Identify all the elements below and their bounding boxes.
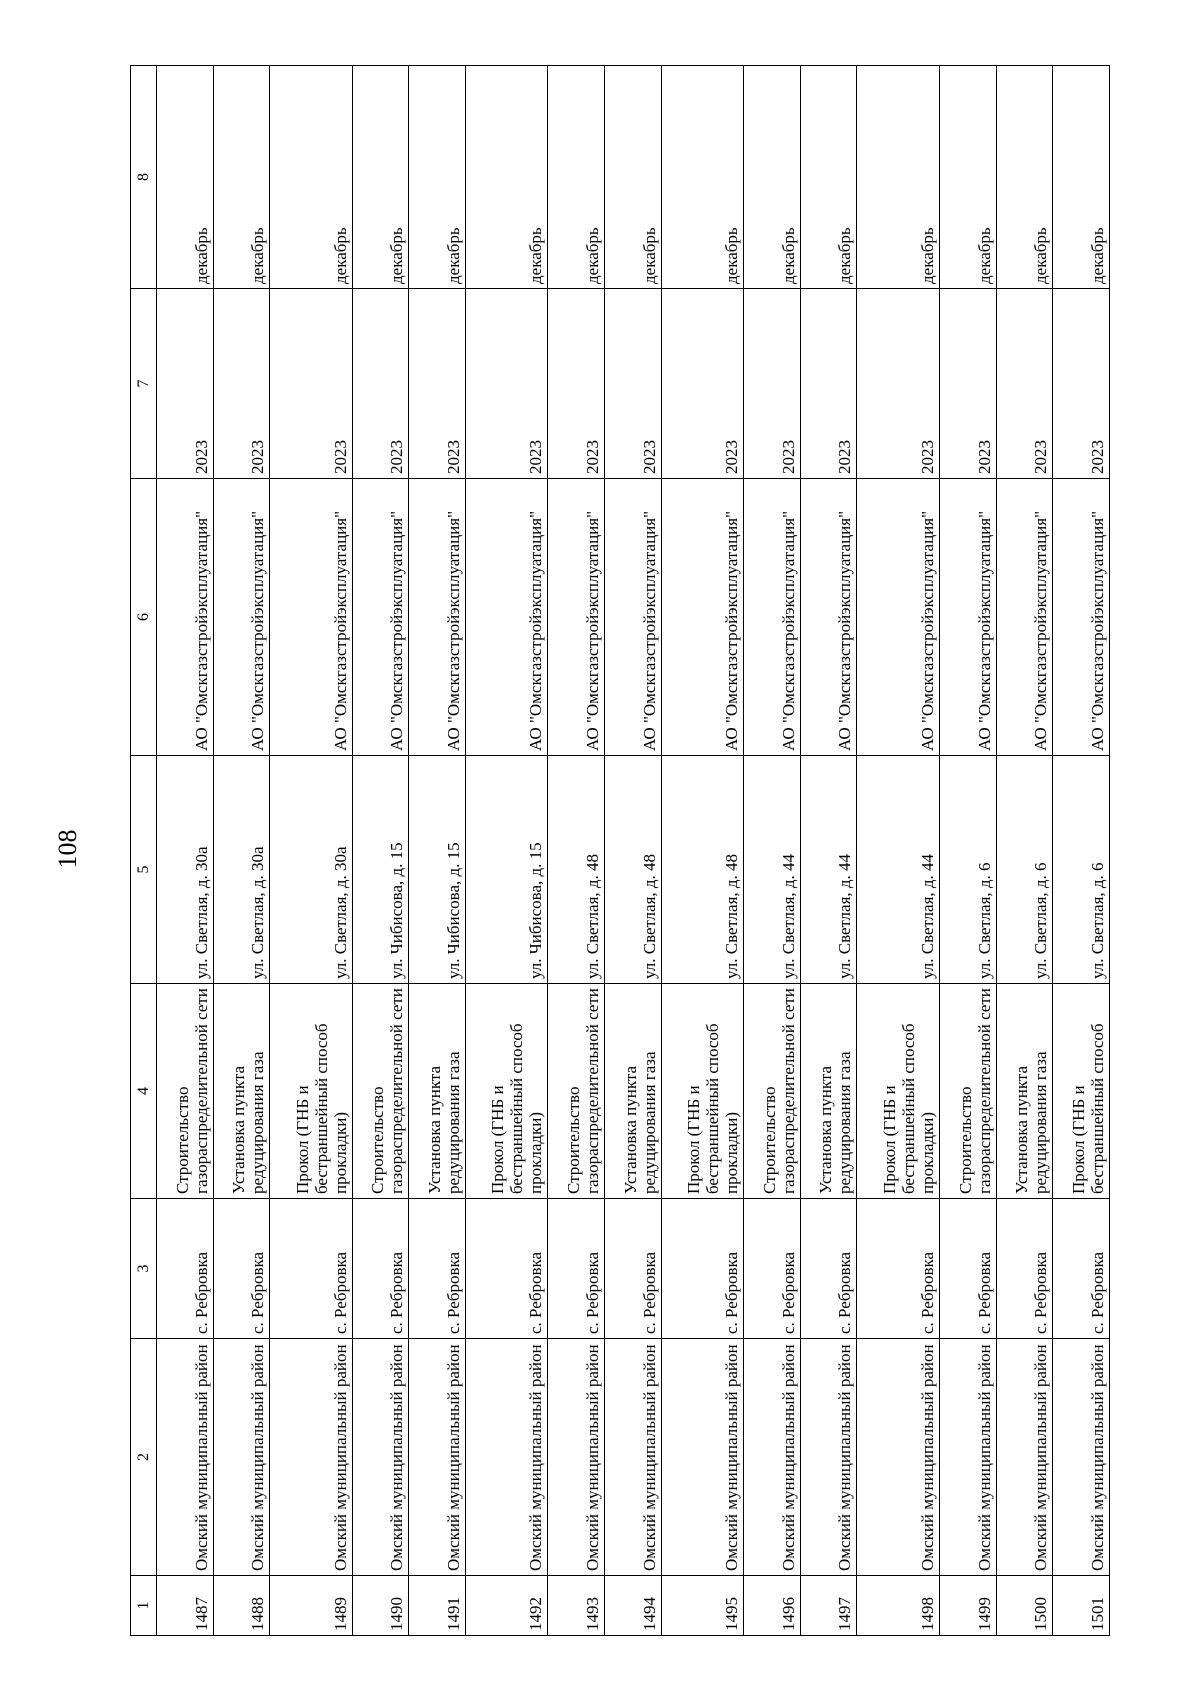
- organization-cell: АО "Омскгазстройэксплуатация": [548, 479, 605, 756]
- header-cell: 1: [131, 1576, 157, 1636]
- table-row: [1053, 66, 1110, 1636]
- month-cell: декабрь: [157, 66, 214, 289]
- district-cell: Омский муниципальный район: [605, 1339, 662, 1576]
- district-cell: Омский муниципальный район: [270, 1339, 352, 1576]
- address-cell: ул. Светлая, д. 6: [939, 756, 996, 984]
- organization-cell: АО "Омскгазстройэксплуатация": [352, 479, 409, 756]
- year-cell: 2023: [1053, 289, 1110, 479]
- address-cell: ул. Светлая, д. 30а: [213, 756, 270, 984]
- address-cell: ул. Светлая, д. 48: [661, 756, 743, 984]
- district-cell: Омский муниципальный район: [744, 1339, 801, 1576]
- header-cell: 3: [131, 1199, 157, 1339]
- month-cell: декабрь: [996, 66, 1053, 289]
- month-cell: декабрь: [605, 66, 662, 289]
- month-cell: декабрь: [661, 66, 743, 289]
- table-row: [939, 66, 996, 1636]
- district-cell: Омский муниципальный район: [996, 1339, 1053, 1576]
- district-cell: Омский муниципальный район: [661, 1339, 743, 1576]
- year-cell: 2023: [270, 289, 352, 479]
- header-cell: 4: [131, 984, 157, 1199]
- settlement-cell: с. Ребровка: [857, 1199, 939, 1339]
- settlement-cell: с. Ребровка: [409, 1199, 466, 1339]
- table-row: [157, 66, 214, 1636]
- year-cell: 2023: [857, 289, 939, 479]
- district-cell: Омский муниципальный район: [939, 1339, 996, 1576]
- table-row: [409, 66, 466, 1636]
- organization-cell: АО "Омскгазстройэксплуатация": [213, 479, 270, 756]
- work-type-cell: Строительство газораспределительной сети: [744, 984, 801, 1199]
- row-number-cell: 1493: [548, 1576, 605, 1636]
- table-body: [131, 66, 1110, 1636]
- work-type-cell: Прокол (ГНБ и бестраншейный способ прокладки): [466, 984, 548, 1199]
- month-cell: декабрь: [466, 66, 548, 289]
- table-row: [352, 66, 409, 1636]
- year-cell: 2023: [605, 289, 662, 479]
- settlement-cell: с. Ребровка: [352, 1199, 409, 1339]
- table-row: [548, 66, 605, 1636]
- table-row: [661, 66, 743, 1636]
- settlement-cell: с. Ребровка: [466, 1199, 548, 1339]
- month-cell: декабрь: [409, 66, 466, 289]
- year-cell: 2023: [213, 289, 270, 479]
- table-row: [857, 66, 939, 1636]
- table-row: [466, 66, 548, 1636]
- table-row: [744, 66, 801, 1636]
- table-row: [270, 66, 352, 1636]
- month-cell: декабрь: [857, 66, 939, 289]
- work-type-cell: Строительство газораспределительной сети: [548, 984, 605, 1199]
- month-cell: декабрь: [213, 66, 270, 289]
- year-cell: 2023: [939, 289, 996, 479]
- settlement-cell: с. Ребровка: [157, 1199, 214, 1339]
- header-cell: 7: [131, 289, 157, 479]
- district-cell: Омский муниципальный район: [157, 1339, 214, 1576]
- settlement-cell: с. Ребровка: [270, 1199, 352, 1339]
- address-cell: ул. Светлая, д. 6: [996, 756, 1053, 984]
- row-number-cell: 1499: [939, 1576, 996, 1636]
- table-row: [996, 66, 1053, 1636]
- address-cell: ул. Светлая, д. 6: [1053, 756, 1110, 984]
- organization-cell: АО "Омскгазстройэксплуатация": [466, 479, 548, 756]
- row-number-cell: 1491: [409, 1576, 466, 1636]
- row-number-cell: 1494: [605, 1576, 662, 1636]
- row-number-cell: 1500: [996, 1576, 1053, 1636]
- header-cell: 2: [131, 1339, 157, 1576]
- address-cell: ул. Светлая, д. 48: [548, 756, 605, 984]
- month-cell: декабрь: [548, 66, 605, 289]
- district-cell: Омский муниципальный район: [857, 1339, 939, 1576]
- district-cell: Омский муниципальный район: [409, 1339, 466, 1576]
- row-number-cell: 1490: [352, 1576, 409, 1636]
- row-number-cell: 1497: [800, 1576, 857, 1636]
- work-type-cell: Установка пункта редуцирования газа: [409, 984, 466, 1199]
- address-cell: ул. Светлая, д. 48: [605, 756, 662, 984]
- organization-cell: АО "Омскгазстройэксплуатация": [939, 479, 996, 756]
- table-header-row: [131, 66, 157, 1636]
- settlement-cell: с. Ребровка: [213, 1199, 270, 1339]
- row-number-cell: 1501: [1053, 1576, 1110, 1636]
- year-cell: 2023: [409, 289, 466, 479]
- settlement-cell: с. Ребровка: [744, 1199, 801, 1339]
- district-cell: Омский муниципальный район: [548, 1339, 605, 1576]
- organization-cell: АО "Омскгазстройэксплуатация": [744, 479, 801, 756]
- settlement-cell: с. Ребровка: [548, 1199, 605, 1339]
- row-number-cell: 1498: [857, 1576, 939, 1636]
- settlement-cell: с. Ребровка: [661, 1199, 743, 1339]
- year-cell: 2023: [800, 289, 857, 479]
- work-type-cell: Строительство газораспределительной сети: [939, 984, 996, 1199]
- table-row: [800, 66, 857, 1636]
- settlement-cell: с. Ребровка: [939, 1199, 996, 1339]
- address-cell: ул. Чибисова, д. 15: [466, 756, 548, 984]
- address-cell: ул. Светлая, д. 30а: [157, 756, 214, 984]
- month-cell: декабрь: [800, 66, 857, 289]
- row-number-cell: 1492: [466, 1576, 548, 1636]
- settlement-cell: с. Ребровка: [800, 1199, 857, 1339]
- work-type-cell: Установка пункта редуцирования газа: [800, 984, 857, 1199]
- organization-cell: АО "Омскгазстройэксплуатация": [661, 479, 743, 756]
- settlement-cell: с. Ребровка: [996, 1199, 1053, 1339]
- data-table: [130, 65, 1110, 1636]
- organization-cell: АО "Омскгазстройэксплуатация": [800, 479, 857, 756]
- year-cell: 2023: [744, 289, 801, 479]
- address-cell: ул. Светлая, д. 44: [744, 756, 801, 984]
- row-number-cell: 1495: [661, 1576, 743, 1636]
- organization-cell: АО "Омскгазстройэксплуатация": [857, 479, 939, 756]
- organization-cell: АО "Омскгазстройэксплуатация": [157, 479, 214, 756]
- address-cell: ул. Светлая, д. 30а: [270, 756, 352, 984]
- organization-cell: АО "Омскгазстройэксплуатация": [996, 479, 1053, 756]
- year-cell: 2023: [352, 289, 409, 479]
- organization-cell: АО "Омскгазстройэксплуатация": [1053, 479, 1110, 756]
- header-cell: 6: [131, 479, 157, 756]
- work-type-cell: Установка пункта редуцирования газа: [996, 984, 1053, 1199]
- address-cell: ул. Светлая, д. 44: [857, 756, 939, 984]
- work-type-cell: Строительство газораспределительной сети: [157, 984, 214, 1199]
- work-type-cell: Установка пункта редуцирования газа: [605, 984, 662, 1199]
- month-cell: декабрь: [939, 66, 996, 289]
- table-row: [213, 66, 270, 1636]
- row-number-cell: 1487: [157, 1576, 214, 1636]
- work-type-cell: Прокол (ГНБ и бестраншейный способ прокладки): [857, 984, 939, 1199]
- row-number-cell: 1488: [213, 1576, 270, 1636]
- district-cell: Омский муниципальный район: [800, 1339, 857, 1576]
- address-cell: ул. Чибисова, д. 15: [352, 756, 409, 984]
- header-cell: 8: [131, 66, 157, 289]
- table-row: [605, 66, 662, 1636]
- year-cell: 2023: [996, 289, 1053, 479]
- organization-cell: АО "Омскгазстройэксплуатация": [270, 479, 352, 756]
- page-number: 108: [53, 829, 82, 869]
- organization-cell: АО "Омскгазстройэксплуатация": [605, 479, 662, 756]
- month-cell: декабрь: [352, 66, 409, 289]
- month-cell: декабрь: [270, 66, 352, 289]
- work-type-cell: Прокол (ГНБ и бестраншейный способ прокладки): [270, 984, 352, 1199]
- work-type-cell: Прокол (ГНБ и бестраншейный способ: [1053, 984, 1110, 1199]
- year-cell: 2023: [661, 289, 743, 479]
- address-cell: ул. Светлая, д. 44: [800, 756, 857, 984]
- row-number-cell: 1489: [270, 1576, 352, 1636]
- address-cell: ул. Чибисова, д. 15: [409, 756, 466, 984]
- year-cell: 2023: [548, 289, 605, 479]
- district-cell: Омский муниципальный район: [466, 1339, 548, 1576]
- work-type-cell: Установка пункта редуцирования газа: [213, 984, 270, 1199]
- month-cell: декабрь: [1053, 66, 1110, 289]
- header-cell: 5: [131, 756, 157, 984]
- district-cell: Омский муниципальный район: [213, 1339, 270, 1576]
- organization-cell: АО "Омскгазстройэксплуатация": [409, 479, 466, 756]
- row-number-cell: 1496: [744, 1576, 801, 1636]
- work-type-cell: Прокол (ГНБ и бестраншейный способ прокладки): [661, 984, 743, 1199]
- district-cell: Омский муниципальный район: [352, 1339, 409, 1576]
- district-cell: Омский муниципальный район: [1053, 1339, 1110, 1576]
- work-type-cell: Строительство газораспределительной сети: [352, 984, 409, 1199]
- year-cell: 2023: [157, 289, 214, 479]
- month-cell: декабрь: [744, 66, 801, 289]
- year-cell: 2023: [466, 289, 548, 479]
- rotated-table-wrapper: [130, 66, 1110, 1636]
- settlement-cell: с. Ребровка: [1053, 1199, 1110, 1339]
- settlement-cell: с. Ребровка: [605, 1199, 662, 1339]
